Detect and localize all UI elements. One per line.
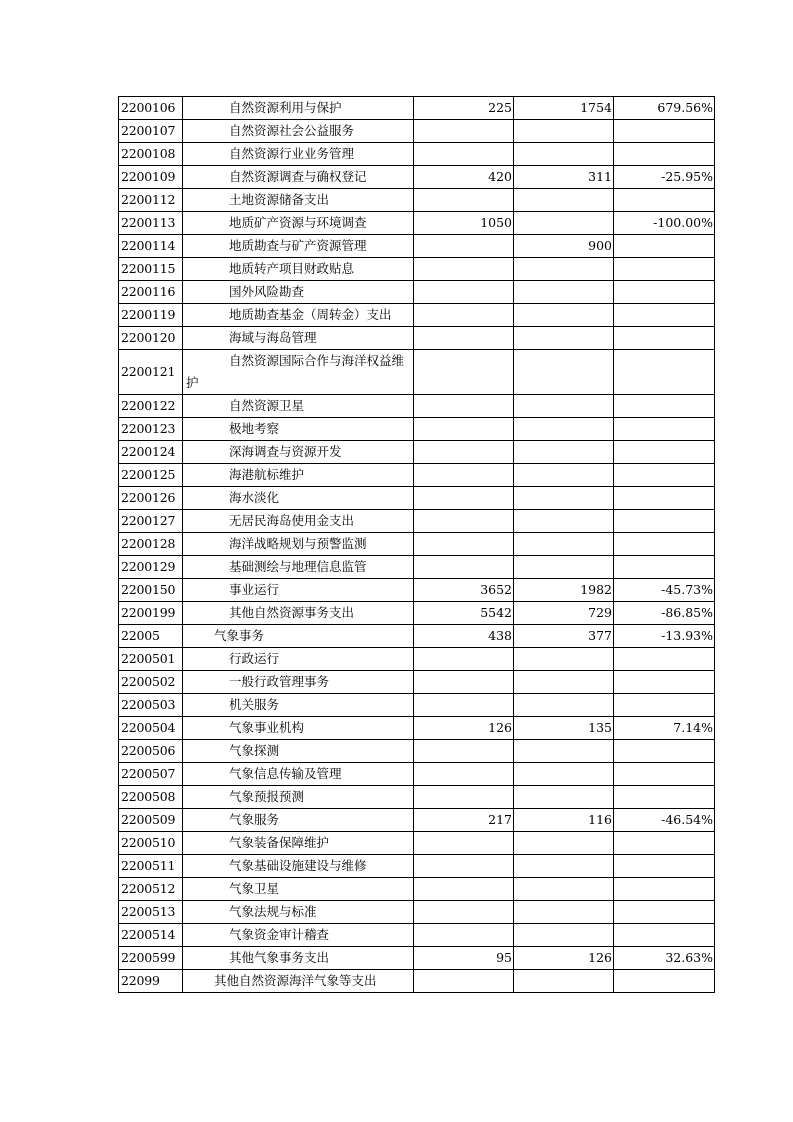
category-code-cell: 2200108	[119, 143, 183, 166]
previous-amount-cell	[414, 648, 514, 671]
category-name-text: 其他自然资源海洋气象等支出	[214, 973, 377, 988]
table-row	[119, 878, 715, 901]
previous-amount-cell	[414, 533, 514, 556]
previous-amount-cell	[414, 878, 514, 901]
current-amount-cell: 1754	[514, 97, 614, 120]
current-amount-cell	[514, 464, 614, 487]
category-name-text: 其他气象事务支出	[229, 950, 330, 965]
previous-amount-cell	[414, 487, 514, 510]
change-percent-cell	[614, 671, 715, 694]
category-code-cell: 2200107	[119, 120, 183, 143]
category-name-cell	[183, 924, 414, 947]
category-name-cell	[183, 671, 414, 694]
table-row	[119, 327, 715, 350]
category-name-cell	[183, 350, 414, 395]
category-name-text: 地质转产项目财政贴息	[229, 261, 355, 276]
category-name-text: 海水淡化	[229, 490, 280, 505]
category-name-text: 自然资源利用与保护	[229, 100, 342, 115]
current-amount-cell: 377	[514, 625, 614, 648]
category-name-cell	[183, 212, 414, 235]
table-row	[119, 97, 715, 120]
change-percent-cell	[614, 487, 715, 510]
previous-amount-cell	[414, 464, 514, 487]
category-name-cell	[183, 304, 414, 327]
current-amount-cell	[514, 350, 614, 395]
category-name-cell	[183, 947, 414, 970]
category-name-cell	[183, 441, 414, 464]
category-code-cell: 2200504	[119, 717, 183, 740]
current-amount-cell: 729	[514, 602, 614, 625]
table-row	[119, 763, 715, 786]
change-percent-cell	[614, 832, 715, 855]
category-code-cell: 2200127	[119, 510, 183, 533]
category-code-cell: 2200508	[119, 786, 183, 809]
category-name-text: 气象基础设施建设与维修	[229, 858, 367, 873]
change-percent-cell	[614, 970, 715, 993]
category-code-cell: 22005	[119, 625, 183, 648]
previous-amount-cell	[414, 120, 514, 143]
change-percent-cell	[614, 235, 715, 258]
change-percent-cell: -86.85%	[614, 602, 715, 625]
current-amount-cell: 311	[514, 166, 614, 189]
change-percent-cell: -13.93%	[614, 625, 715, 648]
category-name-cell	[183, 395, 414, 418]
current-amount-cell	[514, 441, 614, 464]
previous-amount-cell	[414, 763, 514, 786]
table-row	[119, 533, 715, 556]
previous-amount-cell	[414, 970, 514, 993]
current-amount-cell	[514, 189, 614, 212]
change-percent-cell	[614, 878, 715, 901]
category-name-text: 一般行政管理事务	[229, 674, 330, 689]
category-code-cell: 2200503	[119, 694, 183, 717]
previous-amount-cell	[414, 350, 514, 395]
category-name-text: 海港航标维护	[229, 467, 305, 482]
previous-amount-cell	[414, 671, 514, 694]
table-row	[119, 694, 715, 717]
category-name-cell	[183, 786, 414, 809]
table-row	[119, 602, 715, 625]
current-amount-cell	[514, 487, 614, 510]
category-code-cell: 2200113	[119, 212, 183, 235]
previous-amount-cell	[414, 901, 514, 924]
current-amount-cell: 126	[514, 947, 614, 970]
category-code-cell: 2200123	[119, 418, 183, 441]
category-name-cell	[183, 464, 414, 487]
previous-amount-cell	[414, 694, 514, 717]
category-name-cell	[183, 602, 414, 625]
change-percent-cell: 7.14%	[614, 717, 715, 740]
current-amount-cell	[514, 694, 614, 717]
current-amount-cell	[514, 143, 614, 166]
table-row	[119, 281, 715, 304]
category-name-text: 气象卫星	[229, 881, 280, 896]
current-amount-cell	[514, 395, 614, 418]
category-name-cell	[183, 717, 414, 740]
table-row	[119, 510, 715, 533]
change-percent-cell	[614, 304, 715, 327]
category-code-cell: 2200513	[119, 901, 183, 924]
table-row	[119, 717, 715, 740]
previous-amount-cell	[414, 143, 514, 166]
previous-amount-cell	[414, 281, 514, 304]
category-name-cell	[183, 625, 414, 648]
category-name-cell	[183, 510, 414, 533]
previous-amount-cell: 420	[414, 166, 514, 189]
category-code-cell: 2200112	[119, 189, 183, 212]
previous-amount-cell	[414, 924, 514, 947]
category-name-text: 海洋战略规划与预警监测	[229, 536, 367, 551]
category-name-text: 气象服务	[229, 812, 280, 827]
change-percent-cell: -45.73%	[614, 579, 715, 602]
category-name-text: 气象预报预测	[229, 789, 305, 804]
change-percent-cell	[614, 350, 715, 395]
category-name-text: 气象装备保障维护	[229, 835, 330, 850]
table-row	[119, 235, 715, 258]
current-amount-cell	[514, 120, 614, 143]
current-amount-cell	[514, 304, 614, 327]
category-name-text: 气象法规与标准	[229, 904, 317, 919]
table-row	[119, 464, 715, 487]
current-amount-cell	[514, 901, 614, 924]
category-code-cell: 2200510	[119, 832, 183, 855]
previous-amount-cell	[414, 258, 514, 281]
change-percent-cell	[614, 464, 715, 487]
category-name-cell	[183, 579, 414, 602]
table-row	[119, 832, 715, 855]
previous-amount-cell: 225	[414, 97, 514, 120]
table-row	[119, 418, 715, 441]
category-code-cell: 2200114	[119, 235, 183, 258]
current-amount-cell	[514, 418, 614, 441]
category-name-cell	[183, 970, 414, 993]
category-code-cell: 2200514	[119, 924, 183, 947]
category-name-cell	[183, 97, 414, 120]
category-name-text: 气象资金审计稽查	[229, 927, 330, 942]
category-code-cell: 2200511	[119, 855, 183, 878]
category-name-text: 无居民海岛使用金支出	[229, 513, 355, 528]
change-percent-cell	[614, 740, 715, 763]
table-row	[119, 855, 715, 878]
change-percent-cell	[614, 281, 715, 304]
category-code-cell: 2200119	[119, 304, 183, 327]
previous-amount-cell	[414, 235, 514, 258]
category-name-cell	[183, 832, 414, 855]
table-row	[119, 556, 715, 579]
current-amount-cell	[514, 924, 614, 947]
category-name-text: 气象信息传输及管理	[229, 766, 342, 781]
category-name-text: 气象事业机构	[229, 720, 305, 735]
previous-amount-cell	[414, 740, 514, 763]
table-body	[119, 97, 715, 993]
category-name-text: 机关服务	[229, 697, 280, 712]
category-code-cell: 2200599	[119, 947, 183, 970]
category-name-cell	[183, 189, 414, 212]
change-percent-cell	[614, 143, 715, 166]
change-percent-cell	[614, 556, 715, 579]
category-name-cell	[183, 487, 414, 510]
category-name-text: 自然资源社会公益服务	[229, 123, 355, 138]
previous-amount-cell	[414, 441, 514, 464]
previous-amount-cell	[414, 832, 514, 855]
table-row	[119, 809, 715, 832]
table-row	[119, 970, 715, 993]
category-name-cell	[183, 418, 414, 441]
category-code-cell: 2200506	[119, 740, 183, 763]
change-percent-cell	[614, 901, 715, 924]
category-code-cell: 2200125	[119, 464, 183, 487]
previous-amount-cell	[414, 395, 514, 418]
table-row	[119, 786, 715, 809]
change-percent-cell: -25.95%	[614, 166, 715, 189]
current-amount-cell	[514, 533, 614, 556]
previous-amount-cell	[414, 304, 514, 327]
table-row	[119, 924, 715, 947]
table-row	[119, 304, 715, 327]
current-amount-cell	[514, 786, 614, 809]
current-amount-cell	[514, 671, 614, 694]
table-row	[119, 395, 715, 418]
category-name-text: 基础测绘与地理信息监管	[229, 559, 367, 574]
category-name-cell	[183, 533, 414, 556]
category-name-cell	[183, 258, 414, 281]
table-row	[119, 212, 715, 235]
current-amount-cell	[514, 855, 614, 878]
change-percent-cell: 32.63%	[614, 947, 715, 970]
current-amount-cell: 135	[514, 717, 614, 740]
table-row	[119, 441, 715, 464]
table-row	[119, 350, 715, 395]
current-amount-cell	[514, 281, 614, 304]
table-row	[119, 901, 715, 924]
change-percent-cell	[614, 189, 715, 212]
category-code-cell: 2200120	[119, 327, 183, 350]
previous-amount-cell	[414, 189, 514, 212]
category-name-text: 气象事务	[214, 628, 265, 643]
table-row	[119, 258, 715, 281]
change-percent-cell	[614, 648, 715, 671]
current-amount-cell: 900	[514, 235, 614, 258]
previous-amount-cell	[414, 418, 514, 441]
change-percent-cell	[614, 763, 715, 786]
category-name-text: 深海调查与资源开发	[229, 444, 342, 459]
previous-amount-cell: 3652	[414, 579, 514, 602]
category-code-cell: 2200121	[119, 350, 183, 395]
category-name-text: 自然资源国际合作与海洋权益维护	[186, 353, 405, 390]
previous-amount-cell	[414, 786, 514, 809]
category-name-text: 自然资源卫星	[229, 398, 305, 413]
change-percent-cell	[614, 120, 715, 143]
category-name-text: 自然资源行业业务管理	[229, 146, 355, 161]
change-percent-cell: 679.56%	[614, 97, 715, 120]
category-code-cell: 2200150	[119, 579, 183, 602]
change-percent-cell	[614, 510, 715, 533]
previous-amount-cell	[414, 556, 514, 579]
category-code-cell: 2200199	[119, 602, 183, 625]
previous-amount-cell: 217	[414, 809, 514, 832]
category-name-cell	[183, 120, 414, 143]
category-name-text: 极地考察	[229, 421, 280, 436]
category-code-cell: 2200116	[119, 281, 183, 304]
current-amount-cell	[514, 832, 614, 855]
current-amount-cell	[514, 878, 614, 901]
table-row	[119, 189, 715, 212]
table-row	[119, 579, 715, 602]
category-code-cell: 2200501	[119, 648, 183, 671]
current-amount-cell	[514, 212, 614, 235]
change-percent-cell	[614, 418, 715, 441]
category-name-cell	[183, 694, 414, 717]
current-amount-cell: 116	[514, 809, 614, 832]
category-name-cell	[183, 809, 414, 832]
category-code-cell: 2200124	[119, 441, 183, 464]
change-percent-cell	[614, 786, 715, 809]
category-name-cell	[183, 763, 414, 786]
category-name-cell	[183, 855, 414, 878]
change-percent-cell	[614, 327, 715, 350]
change-percent-cell	[614, 694, 715, 717]
category-code-cell: 2200509	[119, 809, 183, 832]
category-code-cell: 2200502	[119, 671, 183, 694]
table-row	[119, 740, 715, 763]
change-percent-cell	[614, 441, 715, 464]
previous-amount-cell	[414, 510, 514, 533]
category-name-text: 国外风险勘查	[229, 284, 305, 299]
category-name-cell	[183, 648, 414, 671]
previous-amount-cell: 438	[414, 625, 514, 648]
table-row	[119, 120, 715, 143]
current-amount-cell	[514, 510, 614, 533]
current-amount-cell	[514, 740, 614, 763]
table-row	[119, 648, 715, 671]
category-code-cell: 2200507	[119, 763, 183, 786]
change-percent-cell	[614, 855, 715, 878]
previous-amount-cell	[414, 327, 514, 350]
category-code-cell: 2200115	[119, 258, 183, 281]
category-name-text: 海域与海岛管理	[229, 330, 317, 345]
category-code-cell: 2200512	[119, 878, 183, 901]
change-percent-cell: -46.54%	[614, 809, 715, 832]
category-code-cell: 2200129	[119, 556, 183, 579]
category-name-cell	[183, 235, 414, 258]
category-name-text: 土地资源储备支出	[229, 192, 330, 207]
category-name-cell	[183, 901, 414, 924]
category-name-text: 气象探测	[229, 743, 280, 758]
current-amount-cell	[514, 648, 614, 671]
category-code-cell: 2200126	[119, 487, 183, 510]
category-name-cell	[183, 327, 414, 350]
category-name-text: 行政运行	[229, 651, 280, 666]
change-percent-cell	[614, 395, 715, 418]
category-code-cell: 22099	[119, 970, 183, 993]
previous-amount-cell: 5542	[414, 602, 514, 625]
category-name-text: 地质勘查与矿产资源管理	[229, 238, 367, 253]
category-name-text: 事业运行	[229, 582, 280, 597]
table-row	[119, 166, 715, 189]
current-amount-cell	[514, 327, 614, 350]
category-name-text: 其他自然资源事务支出	[229, 605, 355, 620]
category-code-cell: 2200106	[119, 97, 183, 120]
change-percent-cell	[614, 533, 715, 556]
table-row	[119, 947, 715, 970]
category-code-cell: 2200122	[119, 395, 183, 418]
table-row	[119, 487, 715, 510]
category-name-cell	[183, 878, 414, 901]
category-name-text: 地质勘查基金（周转金）支出	[229, 307, 392, 322]
category-name-cell	[183, 166, 414, 189]
category-name-cell	[183, 740, 414, 763]
change-percent-cell	[614, 924, 715, 947]
category-name-cell	[183, 281, 414, 304]
change-percent-cell: -100.00%	[614, 212, 715, 235]
current-amount-cell	[514, 556, 614, 579]
previous-amount-cell	[414, 855, 514, 878]
current-amount-cell	[514, 970, 614, 993]
table-row	[119, 625, 715, 648]
table-row	[119, 143, 715, 166]
table-row	[119, 671, 715, 694]
category-code-cell: 2200128	[119, 533, 183, 556]
change-percent-cell	[614, 258, 715, 281]
current-amount-cell	[514, 258, 614, 281]
previous-amount-cell: 1050	[414, 212, 514, 235]
budget-table	[118, 96, 715, 993]
current-amount-cell	[514, 763, 614, 786]
category-name-text: 自然资源调查与确权登记	[229, 169, 367, 184]
category-name-cell	[183, 143, 414, 166]
current-amount-cell: 1982	[514, 579, 614, 602]
category-code-cell: 2200109	[119, 166, 183, 189]
previous-amount-cell: 126	[414, 717, 514, 740]
previous-amount-cell: 95	[414, 947, 514, 970]
category-name-text: 地质矿产资源与环境调查	[229, 215, 367, 230]
category-name-cell	[183, 556, 414, 579]
